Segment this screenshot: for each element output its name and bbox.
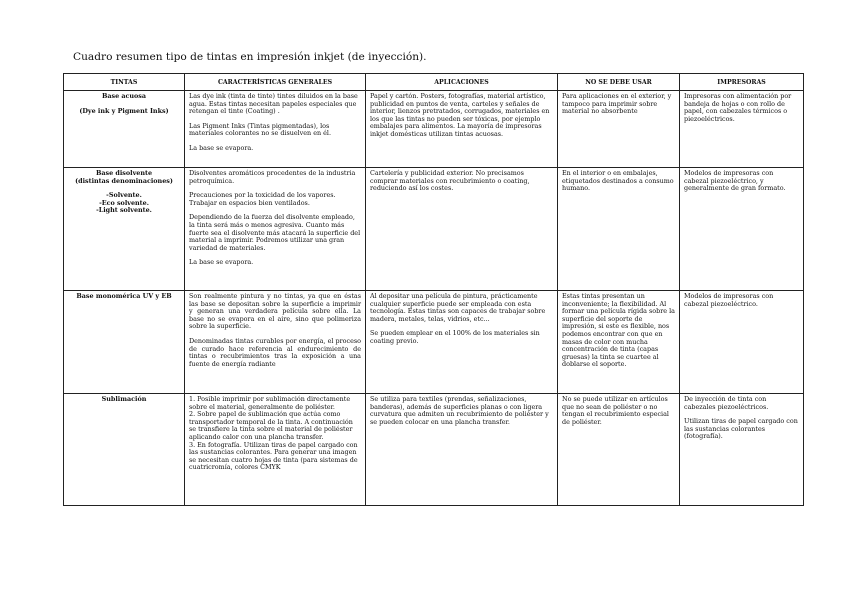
table-row-sublimacion (64, 394, 804, 506)
row-name-line: (distintas denominaciones) (75, 176, 173, 185)
table-row-base-monomerica (64, 291, 804, 394)
cell-paragraph: 1. Posible imprimir por sublimación directamente sobre el material, generalmente de poliéster. (189, 395, 351, 411)
cell-paragraph: 3. En fotografía. Utilizan tiras de papel cargado con las sustancias colorantes. Para generar una imagen se necesitan cuatro hojas de tinta (para sistemas de cuatricromía, colores CMYK (189, 440, 358, 472)
header-no-usar: NO SE DEBE USAR (558, 74, 680, 91)
cell-paragraph: No se puede utilizar en artículos que no sean de poliéster o no tengan el recubrimiento especial de poliéster. (562, 395, 669, 426)
cell-paragraph: En el interior o en embalajes, etiquetados destinados a consumo humano. (562, 169, 674, 193)
cell-no-usar (558, 394, 680, 506)
cell-no-usar (558, 91, 680, 168)
table-row-base-disolvente (64, 168, 804, 291)
cell-paragraph: Se pueden emplear en el 100% de los materiales sin coating previo. (370, 329, 540, 345)
cell-paragraph: Las Pigment Inks (Tintas pigmentadas), los materiales colorantes no se disuelven en él. (189, 121, 331, 138)
header-aplicaciones: APLICACIONES (366, 74, 558, 91)
cell-aplicaciones (366, 291, 558, 394)
page-title: Cuadro resumen tipo de tintas en impresión inkjet (de inyección). (73, 51, 427, 63)
row-name-line: Base disolvente (95, 169, 153, 177)
row-name-base-disolvente (64, 168, 185, 291)
cell-paragraph: Papel y cartón. Posters, fotografías, material artístico, publicidad en puntos de venta, carteles y señales de interior, lienzos pretratados, corrugados, materiales en los que las tintas no pueden ser tóxicas, por ejemplo embalajes para alimentos. La mayoría de impresoras inkjet domésticas utilizan tintas acuosas. (370, 92, 550, 138)
cell-paragraph: Al depositar una película de pintura, prácticamente cualquier superficie puede ser empleada con esta tecnología. Estas tintas son capaces de trabajar sobre madera, metales, telas, vidrios, etc... (370, 292, 546, 323)
cell-paragraph: Modelos de impresoras con cabezal piezoeléctrico. (684, 292, 774, 308)
row-name-line: -Solvente. (106, 191, 142, 200)
cell-paragraph: La base se evapora. (189, 258, 254, 267)
cell-paragraph: De inyección de tinta con cabezales piezoeléctricos. (684, 395, 769, 411)
cell-caracteristicas (185, 168, 366, 291)
cell-paragraph: Impresoras con alimentación por bandeja de hojas o con rollo de papel, con cabezales térmicos o piezoeléctricos. (684, 92, 792, 123)
row-name-line: -Eco solvente. (99, 198, 149, 207)
cell-impresoras (680, 168, 804, 291)
cell-paragraph: Son realmente pintura y no tintas, ya que en éstas las base se depositan sobre la superficie a imprimir y generan una verdadera película sobre ella. La base no se evapora en el aire, sino que polimeriza sobre la superficie. (189, 292, 361, 331)
row-name-line: -Light solvente. (96, 206, 152, 215)
cell-paragraph: Precauciones por la toxicidad de los vapores. Trabajar en espacios bien ventilados. (189, 191, 336, 207)
cell-paragraph: Disolventes aromáticos procedentes de la industria petroquímica. (189, 169, 356, 185)
cell-impresoras (680, 291, 804, 394)
row-name-line: (Dye ink y Pigment Inks) (79, 106, 169, 115)
cell-paragraph: Denominadas tintas curables por energía, el proceso de curado hace referencia al endurecimiento de tintas o recubrimientos tras la exposición a una fuente de energía radiante (189, 336, 361, 368)
cell-caracteristicas (185, 91, 366, 168)
row-name-line: Base monomérica UV y EB (76, 292, 172, 300)
cell-caracteristicas (185, 291, 366, 394)
ink-summary-table (63, 73, 804, 506)
cell-impresoras (680, 91, 804, 168)
cell-paragraph: Cartelería y publicidad exterior. No precisamos comprar materiales con recubrimiento o coating, reduciendo así los costes. (370, 169, 530, 193)
cell-no-usar (558, 291, 680, 394)
cell-aplicaciones (366, 91, 558, 168)
cell-paragraph: Dependiendo de la fuerza del disolvente empleado, la tinta será más o menos agresiva. Cuanto más fuerte sea el disolvente más atacará la superficie del material a imprimir. Podremos utilizar una gran variedad de materiales. (189, 213, 361, 252)
cell-paragraph: Para aplicaciones en el exterior, y tampoco para imprimir sobre material no absorbente (562, 92, 672, 116)
table-row-base-acuosa (64, 91, 804, 168)
header-caracteristicas: CARACTERÍSTICAS GENERALES (185, 74, 366, 91)
cell-impresoras (680, 394, 804, 506)
row-name-base-monomerica (64, 291, 185, 394)
cell-aplicaciones (366, 394, 558, 506)
cell-paragraph: La base se evapora. (189, 143, 254, 152)
row-name-sublimacion (64, 394, 185, 506)
cell-paragraph: 2. Sobre papel de sublimación que actúa como transportador temporal de la tinta. A continuación se transfiere la tinta sobre el material de poliéster aplicando calor con una plancha transfer. (189, 410, 353, 441)
cell-paragraph: Se utiliza para textiles (prendas, señalizaciones, banderas), además de superficies planas o con ligera curvatura que admiten un recubrimiento de poliéster y se pueden colocar en una plancha transfer. (370, 395, 549, 426)
cell-paragraph: Estas tintas presentan un inconveniente; la flexibilidad. Al formar una película rígida sobre la superficie del soporte de impresión, si este es flexible, nos podemos encontrar con que en masas de color con mucha concentración de tinta (capas gruesas) la tinta se cuartee al doblarse el soporte. (562, 292, 675, 369)
cell-paragraph: Modelos de impresoras con cabezal piezoeléctrico, y generalmente de gran formato. (684, 169, 786, 193)
row-name-line: Sublimación (101, 395, 147, 403)
table-header-row (64, 74, 804, 91)
cell-caracteristicas (185, 394, 366, 506)
cell-paragraph: Las dye ink (tinta de tinte) tintes diluidos en la base agua. Estas tintas necesitan papeles especiales que retengan el tinte (Coating) . (189, 92, 358, 116)
cell-no-usar (558, 168, 680, 291)
row-name-line: Base acuosa (101, 92, 147, 100)
row-name-base-acuosa (64, 91, 185, 168)
header-tintas: TINTAS (64, 74, 185, 91)
header-impresoras: IMPRESORAS (680, 74, 804, 91)
cell-paragraph: Utilizan tiras de papel cargado con las sustancias colorantes (fotografía). (684, 417, 798, 441)
cell-aplicaciones (366, 168, 558, 291)
